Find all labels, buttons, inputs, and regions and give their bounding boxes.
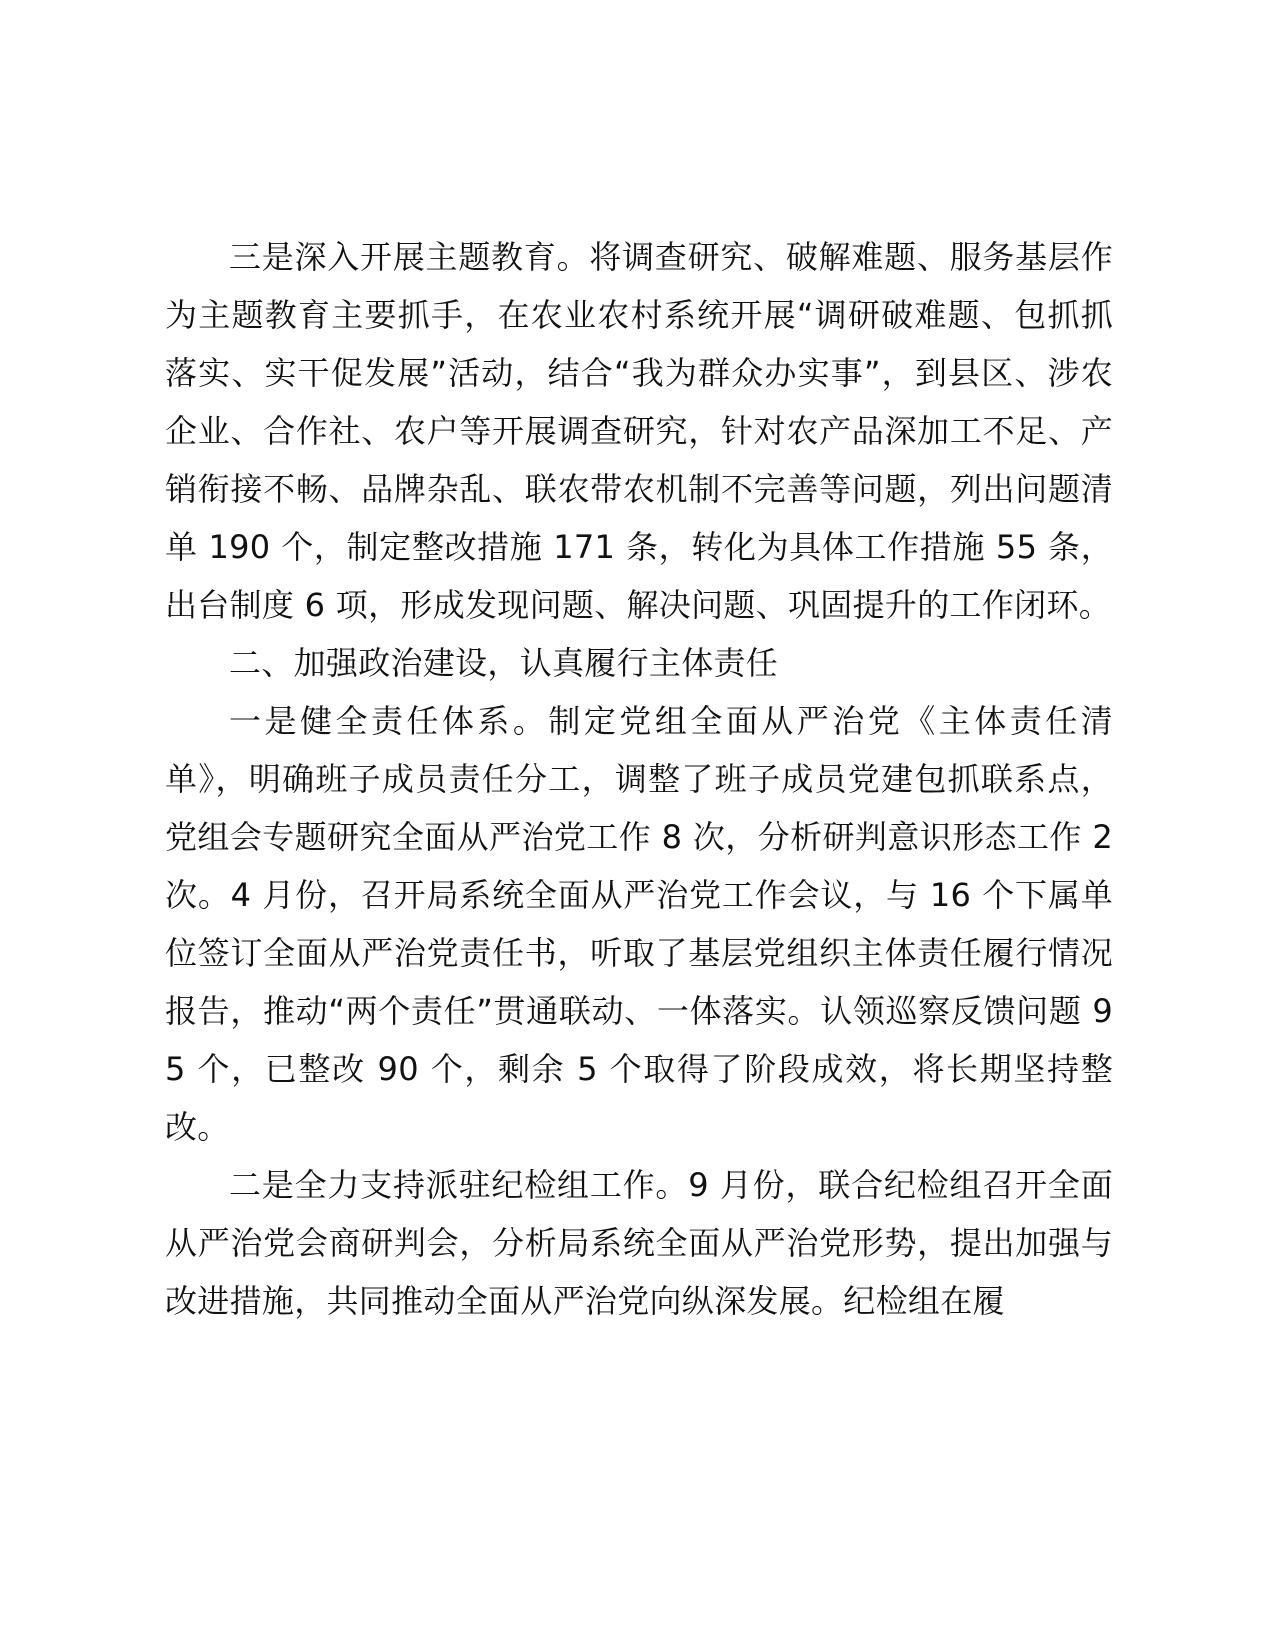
paragraph-responsibility-system: 一是健全责任体系。制定党组全面从严治党《主体责任清单》，明确班子成员责任分工，调整了班子成员党建包抓联系点，党组会专题研究全面从严治党工作 8 次，分析研判意识形态工作 2 次。4 月份，召开局系统全面从严治党工作会议，与 16 个下属单位签订全面从严治党责任书，听取了基层党组织主体责任履行情况报告，推动“两个责任”贯通联动、一体落实。认领巡察反馈问题 95 个，已整改 90 个，剩余 5 个取得了阶段成效，将长期坚持整改。 bbox=[165, 702, 1113, 1146]
body-text bbox=[165, 228, 1113, 1330]
paragraph-discipline-inspection: 二是全力支持派驻纪检组工作。9 月份，联合纪检组召开全面从严治党会商研判会，分析局系统全面从严治党形势，提出加强与改进措施，共同推动全面从严治党向纵深发展。纪检组在履 bbox=[165, 1166, 1113, 1320]
section-heading-political-construction: 二、加强政治建设，认真履行主体责任 bbox=[229, 644, 779, 682]
paragraph-theme-education: 三是深入开展主题教育。将调查研究、破解难题、服务基层作为主题教育主要抓手，在农业农村系统开展“调研破难题、包抓抓落实、实干促发展”活动，结合“我为群众办实事”，到县区、涉农企业、合作社、农户等开展调查研究，针对农产品深加工不足、产销衔接不畅、品牌杂乱、联农带农机制不完善等问题，列出问题清单 190 个，制定整改措施 171 条，转化为具体工作措施 55 条，出台制度 6 项，形成发现问题、解决问题、巩固提升的工作闭环。 bbox=[165, 238, 1113, 624]
